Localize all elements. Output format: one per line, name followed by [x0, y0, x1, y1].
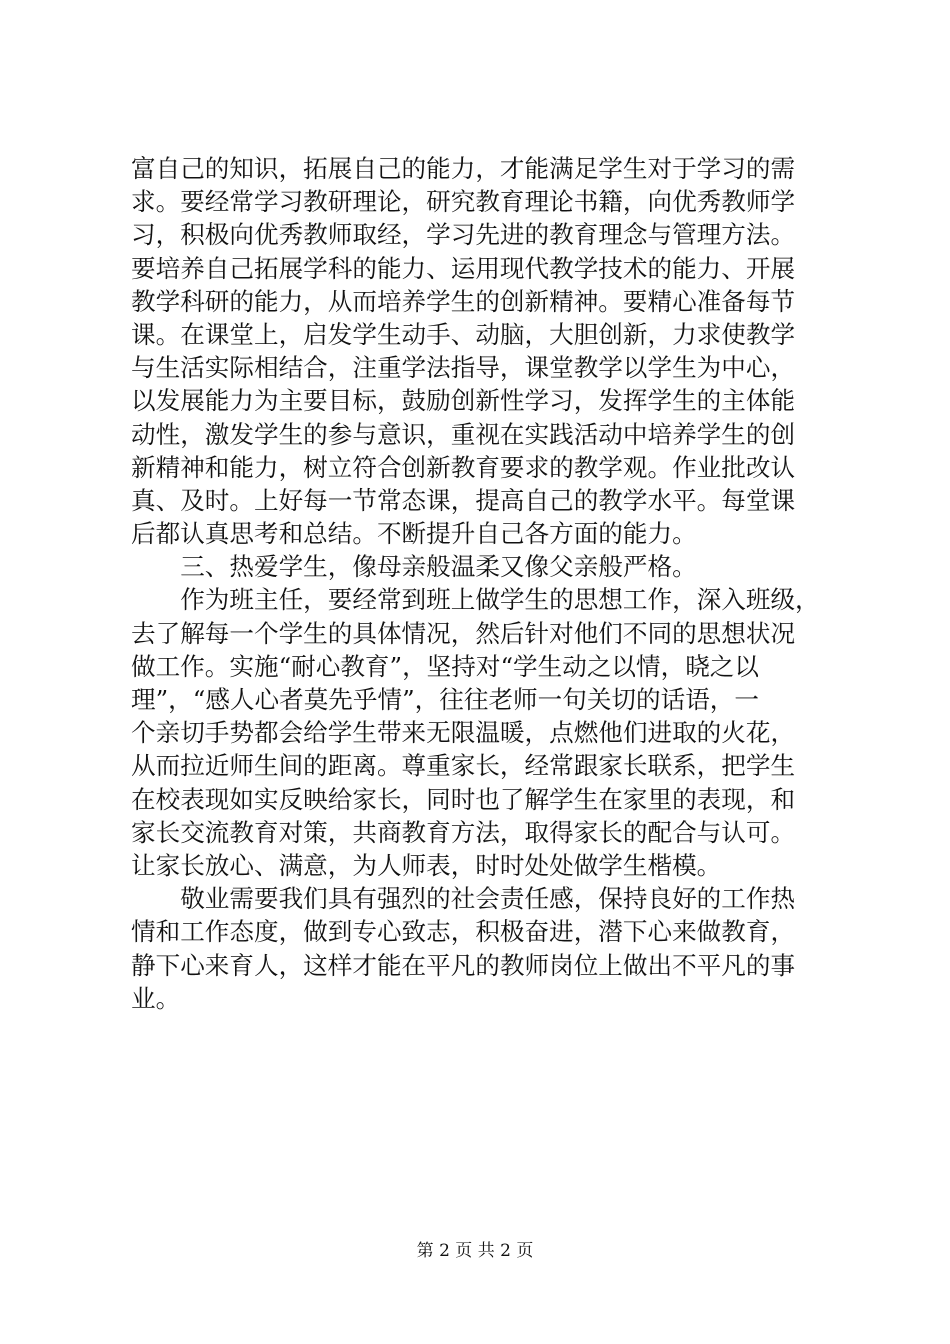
text-line: 与生活实际相结合，注重学法指导，课堂教学以学生为中心，	[131, 353, 796, 383]
text-line: 习，积极向优秀教师取经，学习先进的教育理念与管理方法。	[131, 220, 796, 250]
text-line: 富自己的知识，拓展自己的能力，才能满足学生对于学习的需	[131, 154, 796, 183]
text-line: 家长交流教育对策，共商教育方法，取得家长的配合与认可。	[131, 817, 796, 847]
text-line: 在校表现如实反映给家长，同时也了解学生在家里的表现，和	[131, 784, 796, 814]
text-line: 个亲切手势都会给学生带来无限温暖，点燃他们进取的火花，	[131, 718, 796, 748]
text-line: 作为班主任，要经常到班上做学生的思想工作，深入班级，	[131, 585, 820, 615]
text-line: 要培养自己拓展学科的能力、运用现代教学技术的能力、开展	[131, 253, 796, 283]
text-line: 情和工作态度，做到专心致志，积极奋进，潜下心来做教育，	[131, 917, 796, 947]
text-line: 动性，激发学生的参与意识，重视在实践活动中培养学生的创	[131, 419, 796, 449]
text-line: 从而拉近师生间的距离。尊重家长，经常跟家长联系，把学生	[131, 751, 796, 781]
text-line: 新精神和能力，树立符合创新教育要求的教学观。作业批改认	[131, 452, 796, 482]
text-line: 去了解每一个学生的具体情况，然后针对他们不同的思想状况	[131, 618, 796, 648]
page-number-footer: 第 2 页 共 2 页	[416, 1241, 534, 1261]
text-line: 求。要经常学习教研理论，研究教育理论书籍，向优秀教师学	[131, 187, 796, 217]
text-line: 业。	[131, 983, 181, 1013]
text-line: 课。在课堂上，启发学生动手、动脑，大胆创新，力求使教学	[131, 319, 796, 349]
text-line: 做工作。实施“耐心教育”，坚持对“学生动之以情，晓之以	[131, 651, 759, 681]
text-line: 静下心来育人，这样才能在平凡的教师岗位上做出不平凡的事	[131, 950, 796, 980]
text-line: 后都认真思考和总结。不断提升自己各方面的能力。	[131, 519, 697, 549]
text-line: 教学科研的能力，从而培养学生的创新精神。要精心准备每节	[131, 286, 796, 316]
text-line: 让家长放心、满意，为人师表，时时处处做学生楷模。	[131, 850, 722, 880]
section-heading: 三、热爱学生，像母亲般温柔又像父亲般严格。	[131, 552, 697, 582]
text-line: 真、及时。上好每一节常态课，提高自己的教学水平。每堂课	[131, 485, 796, 515]
text-line: 理”，“感人心者莫先乎情”，往往老师一句关切的话语，一	[131, 685, 759, 714]
text-line: 敬业需要我们具有强烈的社会责任感，保持良好的工作热	[131, 884, 796, 914]
text-line: 以发展能力为主要目标，鼓励创新性学习，发挥学生的主体能	[131, 386, 796, 416]
document-body	[131, 152, 821, 1015]
